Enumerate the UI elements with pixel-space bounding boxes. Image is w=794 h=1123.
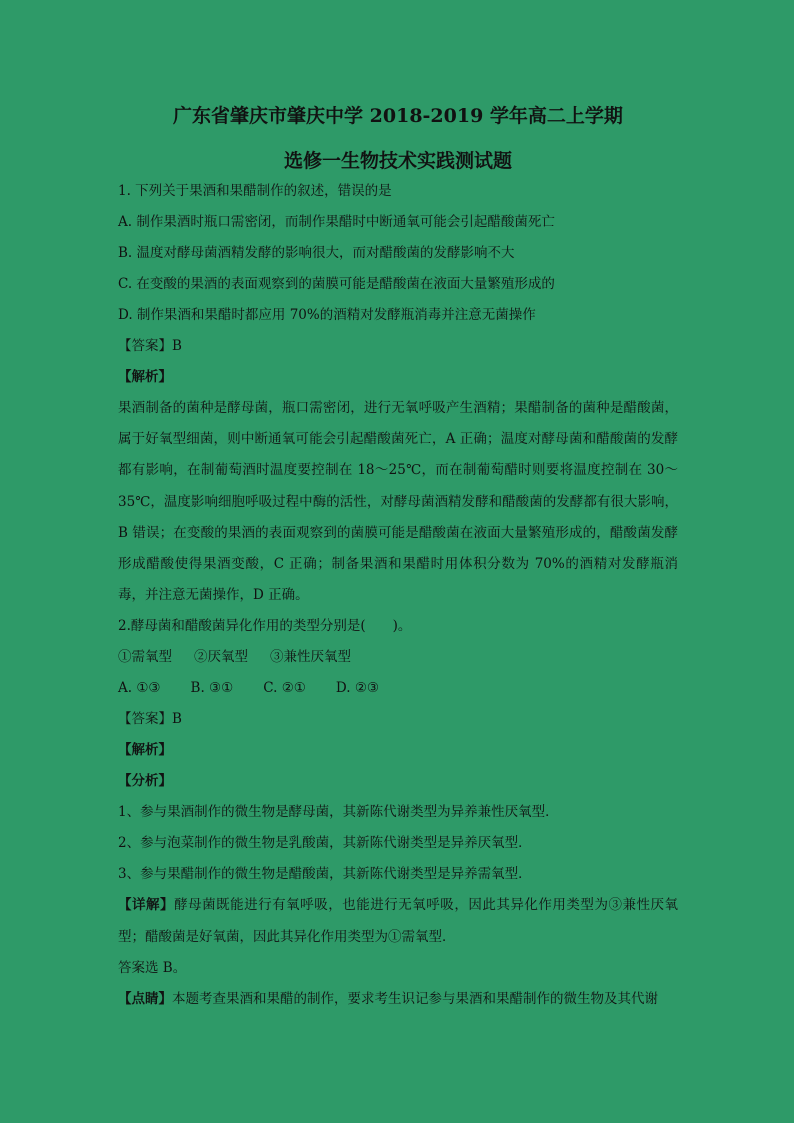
question-2-answer: 【答案】B	[118, 711, 182, 728]
document-title: 广东省肇庆市肇庆中学 2018-2019 学年高二上学期	[173, 105, 623, 127]
question-2-comment-text: 本题考查果酒和果醋的制作，要求考生识记参与果酒和果醋制作的微生物及其代谢	[172, 990, 658, 1007]
question-2-comment-label: 【点睛】	[118, 990, 172, 1007]
question-1-stem: 1. 下列关于果酒和果醋制作的叙述，错误的是	[118, 183, 392, 199]
question-1-option-a: A. 制作果酒时瓶口需密闭，而制作果醋时中断通氧可能会引起醋酸菌死亡	[118, 214, 555, 230]
question-2-option-a: A. ①③	[118, 680, 161, 697]
question-2-conclusion: 答案选 B。	[118, 959, 187, 976]
question-2-option-d: D. ②③	[335, 680, 380, 697]
question-1-analysis: 果酒制备的菌种是酵母菌，瓶口需密闭，进行无氧呼吸产生酒精；果醋制备的菌种是醋酸菌，属于好氧型细菌，则中断通氧可能会引起醋酸菌死亡，A 正确；温度对酵母菌和醋酸菌的发酵都有影响，在制葡萄酒时温度要控制在 18～25℃，而在制葡萄醋时则要将温度控制在 30～35℃，温度影响细胞呼吸过程中酶的活性，对酵母菌酒精发酵和醋酸菌的发酵都有很大影响，B 错误；在变酸的果酒的表面观察到的菌膜可能是醋酸菌在液面大量繁殖形成的，醋酸菌发酵形成醋酸使得果酒变酸，C 正确；制备果酒和果醋时用体积分数为 70%的酒精对发酵瓶消毒，并注意无菌操作，D 正确。	[118, 400, 678, 604]
question-2-point-2: 2、参与泡菜制作的微生物是乳酸菌，其新陈代谢类型是异养厌氧型．	[118, 835, 532, 852]
question-2-analysis-label: 【解析】	[118, 742, 172, 759]
choice-3: ③兼性厌氧型	[270, 649, 351, 666]
question-2-detail-text: 酵母菌既能进行有氧呼吸，也能进行无氧呼吸，因此其异化作用类型为③兼性厌氧型；醋酸菌是好氧菌，因此其异化作用类型为①需氧型．	[118, 897, 679, 945]
document-page	[118, 100, 678, 1015]
question-2-stem: 2.酵母菌和醋酸菌异化作用的类型分别是( )。	[118, 618, 412, 635]
document-subtitle: 选修一生物技术实践测试题	[283, 150, 512, 172]
question-1-option-c: C. 在变酸的果酒的表面观察到的菌膜可能是醋酸菌在液面大量繁殖形成的	[118, 276, 555, 292]
choice-1: ①需氧型	[118, 649, 172, 666]
question-2-fenxi-label: 【分析】	[118, 773, 172, 790]
question-1-answer: 【答案】B	[118, 338, 182, 354]
question-2-point-1: 1、参与果酒制作的微生物是酵母菌，其新陈代谢类型为异养兼性厌氧型．	[118, 804, 559, 821]
choice-2: ②厌氧型	[194, 649, 248, 666]
question-1-option-b: B. 温度对酵母菌酒精发酵的影响很大，而对醋酸菌的发酵影响不大	[118, 245, 515, 261]
question-1-analysis-label: 【解析】	[118, 369, 172, 385]
question-2-options	[118, 673, 678, 704]
question-2-detail-label: 【详解】	[118, 897, 175, 914]
question-2-comment	[118, 984, 678, 1015]
question-2-detail	[118, 890, 678, 952]
question-2-choices	[118, 642, 678, 673]
question-2-option-b: B. ③①	[190, 680, 234, 697]
question-1-option-d: D. 制作果酒和果醋时都应用 70%的酒精对发酵瓶消毒并注意无菌操作	[118, 307, 536, 323]
question-2-point-3: 3、参与果醋制作的微生物是醋酸菌，其新陈代谢类型是异养需氧型．	[118, 866, 532, 883]
question-2-option-c: C. ②①	[263, 680, 306, 697]
